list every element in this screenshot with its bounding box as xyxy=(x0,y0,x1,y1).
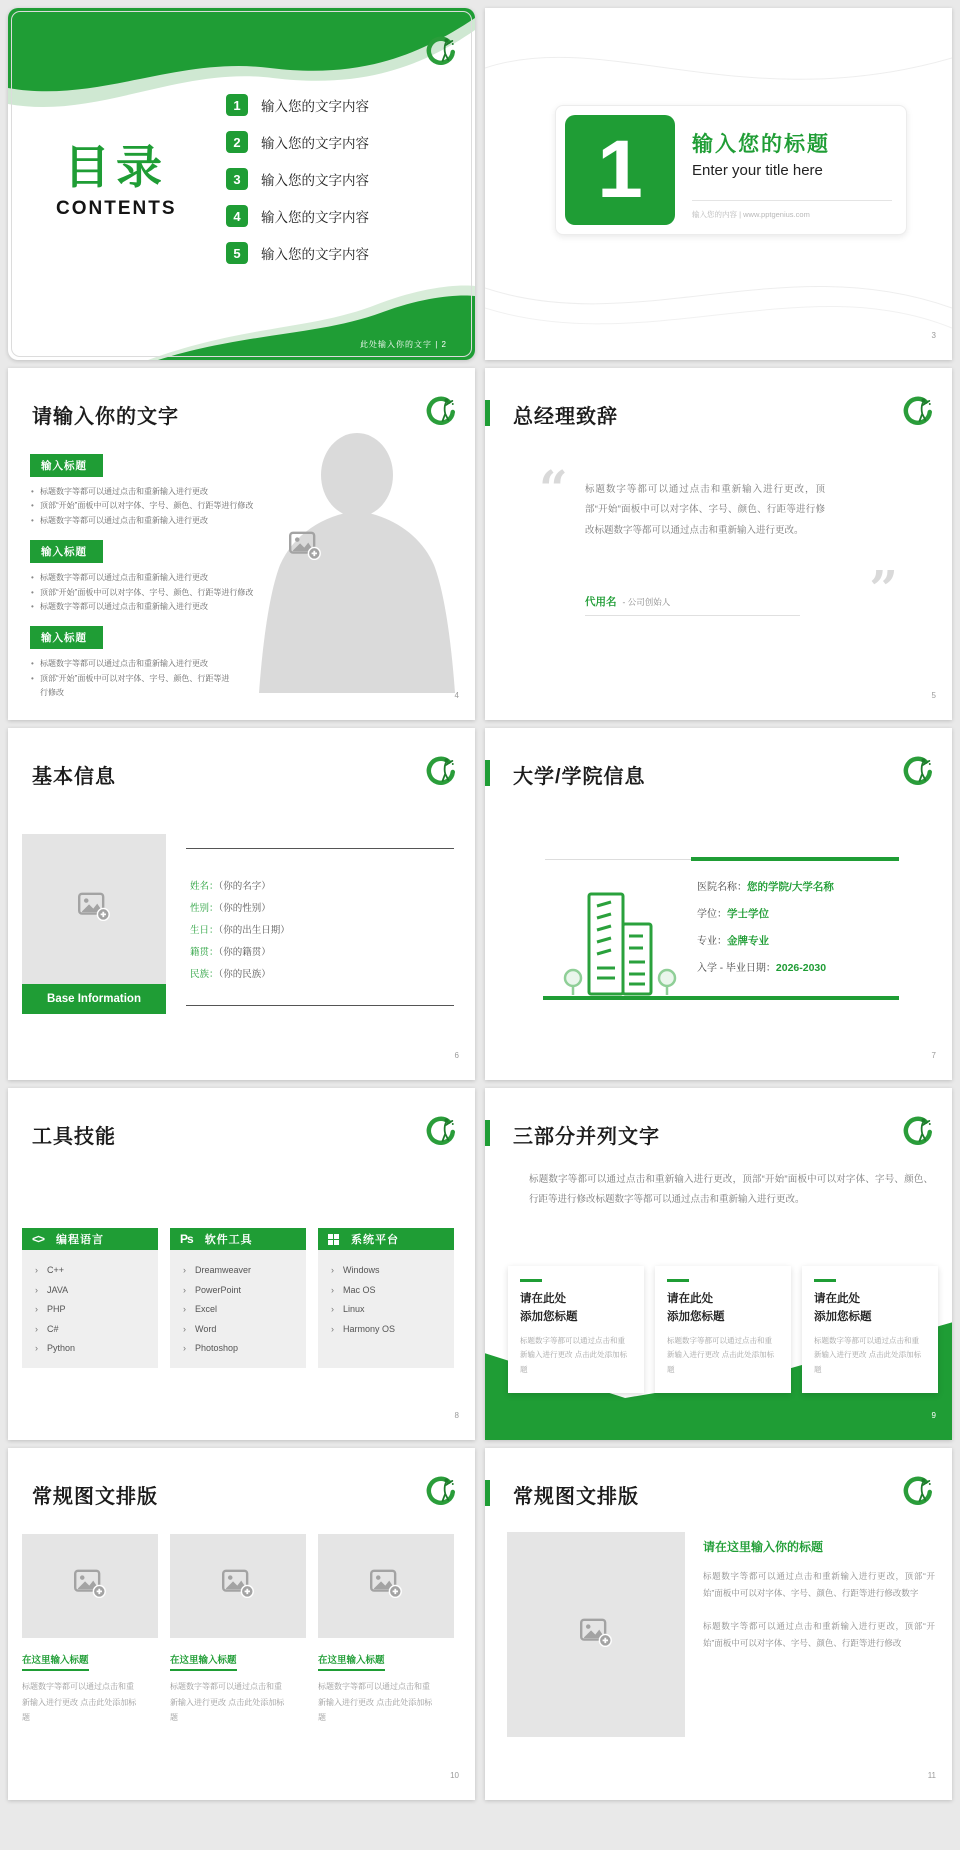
toc-title-cn: 目录 xyxy=(64,141,168,193)
slide-thumbnail-basic-info[interactable] xyxy=(8,728,475,1080)
chapter-title-cn: 输入您的标题 xyxy=(692,133,830,156)
column-body xyxy=(170,1250,306,1368)
author-divider xyxy=(585,615,800,616)
skill-item: › Python xyxy=(34,1339,154,1359)
card-title: 请在此处 添加您标题 xyxy=(814,1293,872,1323)
slide-title: 总经理致辞 xyxy=(513,406,618,428)
field-value: 2026-2030 xyxy=(775,962,827,974)
gallery-columns xyxy=(22,1534,454,1726)
toc-item[interactable] xyxy=(226,94,369,116)
chapter-divider xyxy=(692,200,892,201)
toc-item[interactable] xyxy=(226,131,369,153)
field-label: 学位： xyxy=(697,909,727,920)
page-number: 9 xyxy=(931,1411,936,1420)
gallery-item-title: 在这里输入标题 xyxy=(170,1652,237,1671)
skill-item: › Harmony OS xyxy=(330,1320,450,1340)
slide-thumbnail-college-info[interactable] xyxy=(485,728,952,1080)
bullet-item: • 标题数字等都可以通过点击和重新输入进行更改 xyxy=(30,514,275,528)
golfer-logo-icon xyxy=(900,756,932,788)
skill-item: › Dreamweaver xyxy=(182,1261,302,1281)
text-block-heading: 请在这里输入你的标题 xyxy=(703,1540,824,1554)
slide-title: 三部分并列文字 xyxy=(513,1126,660,1148)
golfer-logo-icon xyxy=(900,396,932,428)
toc-item-number: 4 xyxy=(226,205,248,227)
slide-thumbnail-text-sections[interactable] xyxy=(8,368,475,720)
slide-title: 常规图文排版 xyxy=(32,1486,158,1508)
skill-item: › Linux xyxy=(330,1300,450,1320)
slide-title: 工具技能 xyxy=(32,1126,116,1148)
info-field xyxy=(190,878,290,900)
image-placeholder-icon xyxy=(73,1568,107,1604)
skill-item: › Word xyxy=(182,1320,302,1340)
chapter-title-en: Enter your title here xyxy=(692,162,823,179)
field-value: （你的出生日期） xyxy=(218,925,290,936)
column-body xyxy=(22,1250,158,1368)
column-header xyxy=(22,1228,158,1250)
slide-title: 常规图文排版 xyxy=(513,1486,639,1508)
toc-item-label: 输入您的文字内容 xyxy=(261,99,369,114)
bullet-list xyxy=(30,657,235,700)
slide-footer-text: 此处输入你的文字 | 2 xyxy=(360,340,447,349)
toc-item-number: 5 xyxy=(226,242,248,264)
toc-item[interactable] xyxy=(226,168,369,190)
info-field xyxy=(190,900,290,922)
golfer-logo-icon xyxy=(423,1476,455,1508)
card-body: 标题数字等都可以通过点击和重新输入进行更改 点击此处添加标题 xyxy=(520,1335,628,1374)
image-placeholder-icon xyxy=(221,1568,255,1604)
toc-item-label: 输入您的文字内容 xyxy=(261,136,369,151)
page-number: 5 xyxy=(931,691,936,700)
toc-item-label: 输入您的文字内容 xyxy=(261,210,369,225)
bullet-list xyxy=(30,485,275,528)
slide-thumbnail-three-parts[interactable] xyxy=(485,1088,952,1440)
bullet-item: • 标题数字等都可以通过点击和重新输入进行更改 xyxy=(30,571,275,585)
bullet-item: • 标题数字等都可以通过点击和重新输入进行更改 xyxy=(30,600,275,614)
card-top-line-green xyxy=(691,857,899,861)
skills-column-platforms xyxy=(318,1228,454,1368)
slide-thumbnail-gallery-single[interactable] xyxy=(485,1448,952,1800)
page-number: 10 xyxy=(450,1771,459,1780)
field-label: 籍贯： xyxy=(190,947,219,958)
field-label: 生日： xyxy=(190,925,219,936)
text-block xyxy=(703,1538,935,1668)
column-header-label: 软件工具 xyxy=(204,1234,253,1246)
golfer-logo-icon xyxy=(900,1476,932,1508)
field-value: 您的学院/大学名称 xyxy=(747,881,834,893)
image-placeholder xyxy=(507,1532,685,1737)
card-bottom-line-green xyxy=(543,996,899,1000)
college-field xyxy=(697,878,834,905)
author-name: 代用名 xyxy=(585,596,617,608)
college-field xyxy=(697,959,834,986)
card-accent-dash xyxy=(667,1279,689,1282)
quote-author xyxy=(585,592,670,610)
text-paragraph: 标题数字等都可以通过点击和重新输入进行更改，顶部“开始”面板中可以对字体、字号、颜色、行距等进行修改 xyxy=(703,1620,935,1649)
open-quote-icon: “ xyxy=(539,459,568,518)
info-field xyxy=(190,922,290,944)
golfer-logo-icon xyxy=(423,1116,455,1148)
code-icon: <> xyxy=(32,1232,45,1246)
content-card[interactable] xyxy=(802,1266,938,1393)
bullet-item: • 顶部“开始”面板中可以对字体、字号、颜色、行距等进行修改 xyxy=(30,586,275,600)
bullet-item: • 顶部“开始”面板中可以对字体、字号、颜色、行距等进行修改 xyxy=(30,672,235,701)
skill-item: › Mac OS xyxy=(330,1281,450,1301)
section-ribbon: 输入标题 xyxy=(30,454,103,477)
image-placeholder-icon xyxy=(579,1617,613,1653)
title-accent-bar xyxy=(485,760,490,786)
page-number: 8 xyxy=(454,1411,459,1420)
golfer-logo-icon xyxy=(423,36,455,68)
slide-thumbnail-ceo-speech[interactable] xyxy=(485,368,952,720)
toc-item[interactable] xyxy=(226,205,369,227)
toc-title-block xyxy=(56,141,177,220)
gallery-item-title: 在这里输入标题 xyxy=(22,1652,89,1671)
card-body: 标题数字等都可以通过点击和重新输入进行更改 点击此处添加标题 xyxy=(814,1335,922,1374)
slide-thumbnail-toc[interactable] xyxy=(8,8,475,360)
slide-thumbnail-chapter[interactable] xyxy=(485,8,952,360)
chapter-card[interactable] xyxy=(555,105,907,235)
slide-thumbnail-skills[interactable] xyxy=(8,1088,475,1440)
gallery-item-body: 标题数字等都可以通过点击和重新输入进行更改 点击此处添加标题 xyxy=(170,1682,285,1723)
gallery-item-title: 在这里输入标题 xyxy=(318,1652,385,1671)
building-icon xyxy=(561,886,679,996)
image-placeholder-icon xyxy=(288,530,318,558)
slide-thumbnail-gallery-three[interactable] xyxy=(8,1448,475,1800)
intro-paragraph: 标题数字等都可以通过点击和重新输入进行更改，顶部“开始”面板中可以对字体、字号、颜色、行距等进行修改标题数字等都可以通过点击和重新输入进行更改。 xyxy=(529,1174,933,1206)
page-number: 4 xyxy=(454,691,459,700)
card-accent-dash xyxy=(814,1279,836,1282)
page-number: 3 xyxy=(931,331,936,340)
title-accent-bar xyxy=(485,400,490,426)
image-placeholder-icon xyxy=(77,891,111,927)
field-value: （你的民族） xyxy=(218,969,271,980)
toc-item-number: 2 xyxy=(226,131,248,153)
slide-title: 大学/学院信息 xyxy=(513,766,646,788)
photo-caption-band: Base Information xyxy=(22,984,166,1014)
skills-column-programming xyxy=(22,1228,158,1368)
field-value: 学士学位 xyxy=(727,908,769,920)
toc-list xyxy=(226,94,369,264)
slide-title: 请输入你的文字 xyxy=(32,406,179,428)
image-placeholder xyxy=(22,1534,158,1638)
content-cards xyxy=(508,1266,938,1393)
image-placeholder-icon xyxy=(369,1568,403,1604)
card-accent-dash xyxy=(520,1279,542,1282)
photo-placeholder xyxy=(22,834,166,984)
gallery-item-body: 标题数字等都可以通过点击和重新输入进行更改 点击此处添加标题 xyxy=(318,1682,433,1723)
skill-list xyxy=(182,1261,302,1359)
skill-item: › PHP xyxy=(34,1300,154,1320)
field-label: 入学 - 毕业日期： xyxy=(697,963,776,974)
college-field xyxy=(697,932,834,959)
field-label: 性别： xyxy=(190,903,219,914)
page-number: 6 xyxy=(454,1051,459,1060)
column-header xyxy=(170,1228,306,1250)
card-title: 请在此处 添加您标题 xyxy=(667,1293,725,1323)
info-divider-bottom xyxy=(186,1005,454,1006)
text-sections xyxy=(30,454,275,713)
close-quote-icon: ” xyxy=(869,559,898,618)
info-fields xyxy=(190,878,290,988)
gallery-item-body: 标题数字等都可以通过点击和重新输入进行更改 点击此处添加标题 xyxy=(22,1682,137,1723)
gallery-item xyxy=(170,1534,306,1726)
info-field xyxy=(190,944,290,966)
gallery-item xyxy=(22,1534,158,1726)
toc-item[interactable] xyxy=(226,242,369,264)
field-value: （你的籍贯） xyxy=(218,947,271,958)
column-header xyxy=(318,1228,454,1250)
title-accent-bar xyxy=(485,1120,490,1146)
skill-item: › PowerPoint xyxy=(182,1281,302,1301)
bullet-item: • 标题数字等都可以通过点击和重新输入进行更改 xyxy=(30,657,235,671)
toc-title-en: CONTENTS xyxy=(56,198,177,219)
field-value: （你的性别） xyxy=(218,903,271,914)
skill-item: › JAVA xyxy=(34,1281,154,1301)
column-header-label: 编程语言 xyxy=(56,1234,105,1246)
toc-item-label: 输入您的文字内容 xyxy=(261,247,369,262)
chapter-note: 输入您的内容 | www.pptgenius.com xyxy=(692,210,810,219)
skill-item: › C++ xyxy=(34,1261,154,1281)
section-ribbon: 输入标题 xyxy=(30,540,103,563)
field-label: 专业： xyxy=(697,936,727,947)
field-label: 民族： xyxy=(190,969,219,980)
skill-item: › Photoshop xyxy=(182,1339,302,1359)
photoshop-icon: Ps xyxy=(180,1232,193,1246)
bullet-item: • 标题数字等都可以通过点击和重新输入进行更改 xyxy=(30,485,275,499)
card-title: 请在此处 添加您标题 xyxy=(520,1293,578,1323)
toc-item-number: 1 xyxy=(226,94,248,116)
person-silhouette xyxy=(241,423,473,693)
field-label: 医院名称： xyxy=(697,882,747,893)
card-top-line-gray xyxy=(545,859,691,860)
text-paragraph: 标题数字等都可以通过点击和重新输入进行更改，顶部“开始”面板中可以对字体、字号、颜色、行距等进行修改数字 xyxy=(703,1571,935,1599)
skill-list xyxy=(330,1261,450,1339)
field-value: 金牌专业 xyxy=(727,935,769,947)
image-placeholder xyxy=(318,1534,454,1638)
bullet-item: • 顶部“开始”面板中可以对字体、字号、颜色、行距等进行修改 xyxy=(30,499,275,513)
skill-item: › Excel xyxy=(182,1300,302,1320)
section-ribbon: 输入标题 xyxy=(30,626,103,649)
page-number: 7 xyxy=(931,1051,936,1060)
toc-item-number: 3 xyxy=(226,168,248,190)
skill-item: › C# xyxy=(34,1320,154,1340)
toc-item-label: 输入您的文字内容 xyxy=(261,173,369,188)
skill-item: › Windows xyxy=(330,1261,450,1281)
column-body xyxy=(318,1250,454,1368)
skill-list xyxy=(34,1261,154,1359)
college-fields xyxy=(697,878,834,986)
page-number: 11 xyxy=(927,1771,936,1780)
golfer-logo-icon xyxy=(423,756,455,788)
bullet-list xyxy=(30,571,275,614)
info-divider-top xyxy=(186,848,454,849)
slide-title: 基本信息 xyxy=(32,766,116,788)
skills-column-software xyxy=(170,1228,306,1368)
card-body: 标题数字等都可以通过点击和重新输入进行更改 点击此处添加标题 xyxy=(667,1335,775,1374)
content-card[interactable] xyxy=(508,1266,644,1393)
title-accent-bar xyxy=(485,1480,490,1506)
info-field xyxy=(190,966,290,988)
golfer-logo-icon xyxy=(900,1116,932,1148)
image-placeholder xyxy=(170,1534,306,1638)
author-role: - 公司创始人 xyxy=(622,597,671,607)
field-value: （你的名字） xyxy=(218,881,271,892)
quote-text: 标题数字等都可以通过点击和重新输入进行更改，顶部“开始”面板中可以对字体、字号、颜色、行距等进行修改标题数字等都可以通过点击和重新输入进行更改。 xyxy=(585,484,825,536)
chapter-number: 1 xyxy=(565,115,675,225)
skills-columns xyxy=(22,1228,454,1368)
college-field xyxy=(697,905,834,932)
column-header-label: 系统平台 xyxy=(351,1234,399,1246)
gallery-item xyxy=(318,1534,454,1726)
windows-icon xyxy=(328,1234,339,1245)
field-label: 姓名： xyxy=(190,881,219,892)
content-card[interactable] xyxy=(655,1266,791,1393)
